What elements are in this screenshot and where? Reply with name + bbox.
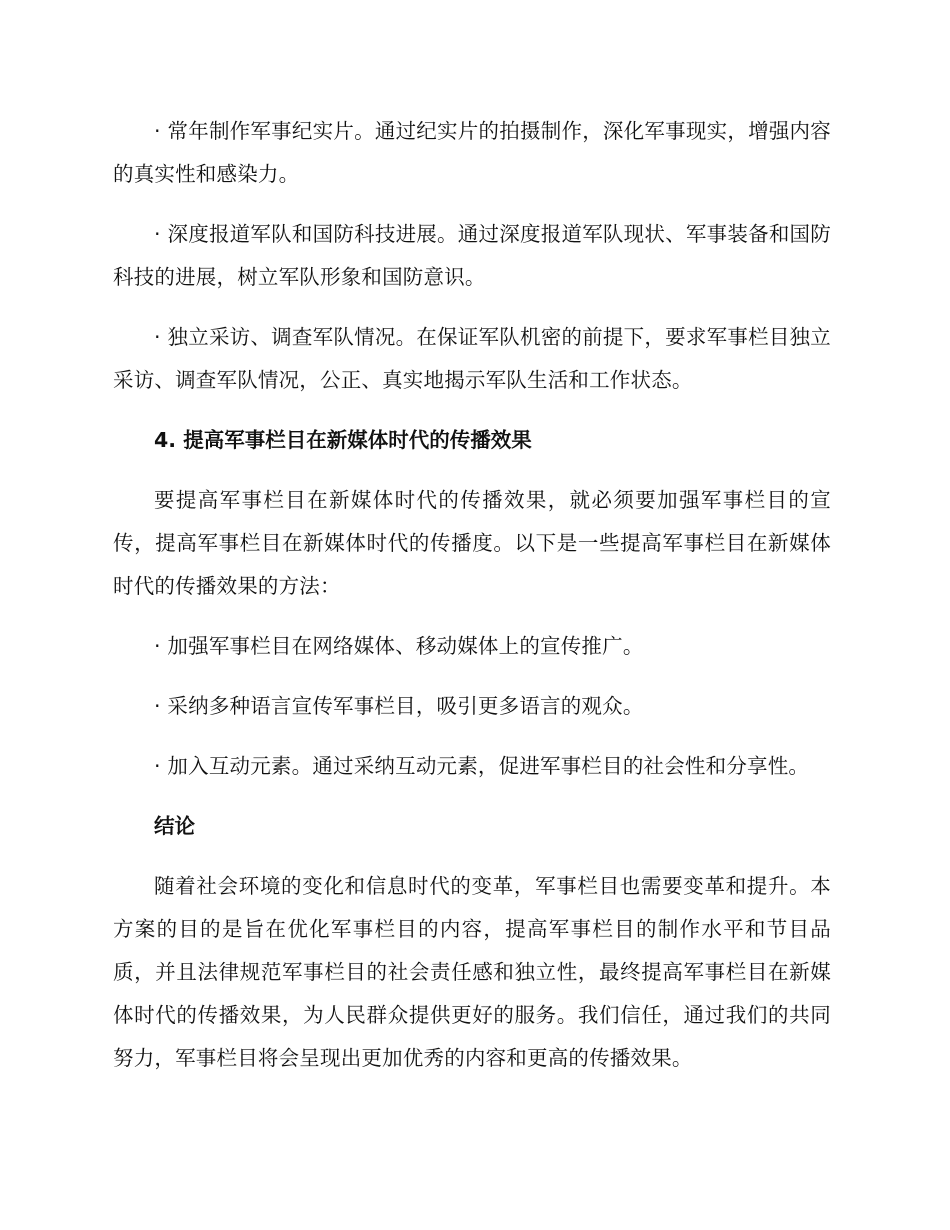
bullet-paragraph-interactive: · 加入互动元素。通过采纳互动元素，促进军事栏目的社会性和分享性。: [154, 754, 810, 778]
section-4-intro-paragraph: 要提高军事栏目在新媒体时代的传播效果，就必须要加强军事栏目的宣传，提高军事栏目在新媒体时代的传播度。以下是一些提高军事栏目在新媒体时代的传播效果的方法：: [113, 488, 831, 598]
document-page: [113, 110, 831, 1097]
bullet-paragraph-independent-interview: · 独立采访、调查军队情况。在保证军队机密的前提下，要求军事栏目独立采访、调查军队情况，公正、真实地揭示军队生活和工作状态。: [113, 325, 831, 392]
bullet-paragraph-in-depth-reporting: · 深度报道军队和国防科技进展。通过深度报道军队现状、军事装备和国防科技的进展，树立军队形象和国防意识。: [113, 222, 831, 289]
bullet-paragraph-online-promotion: · 加强军事栏目在网络媒体、移动媒体上的宣传推广。: [154, 634, 644, 658]
conclusion-paragraph: 随着社会环境的变化和信息时代的变革，军事栏目也需要变革和提升。本方案的目的是旨在优化军事栏目的内容，提高军事栏目的制作水平和节目品质，并且法律规范军事栏目的社会责任感和独立性，最终提高军事栏目在新媒体时代的传播效果，为人民群众提供更好的服务。我们信任，通过我们的共同努力，军事栏目将会呈现出更加优秀的内容和更高的传播效果。: [113, 874, 831, 1070]
bullet-paragraph-multilingual: · 采纳多种语言宣传军事栏目，吸引更多语言的观众。: [154, 694, 644, 718]
section-heading-4: 4. 提高军事栏目在新媒体时代的传播效果: [154, 428, 532, 452]
conclusion-heading: 结论: [154, 814, 195, 838]
bullet-paragraph-documentary: · 常年制作军事纪实片。通过纪实片的拍摄制作，深化军事现实，增强内容的真实性和感染力。: [113, 119, 831, 186]
